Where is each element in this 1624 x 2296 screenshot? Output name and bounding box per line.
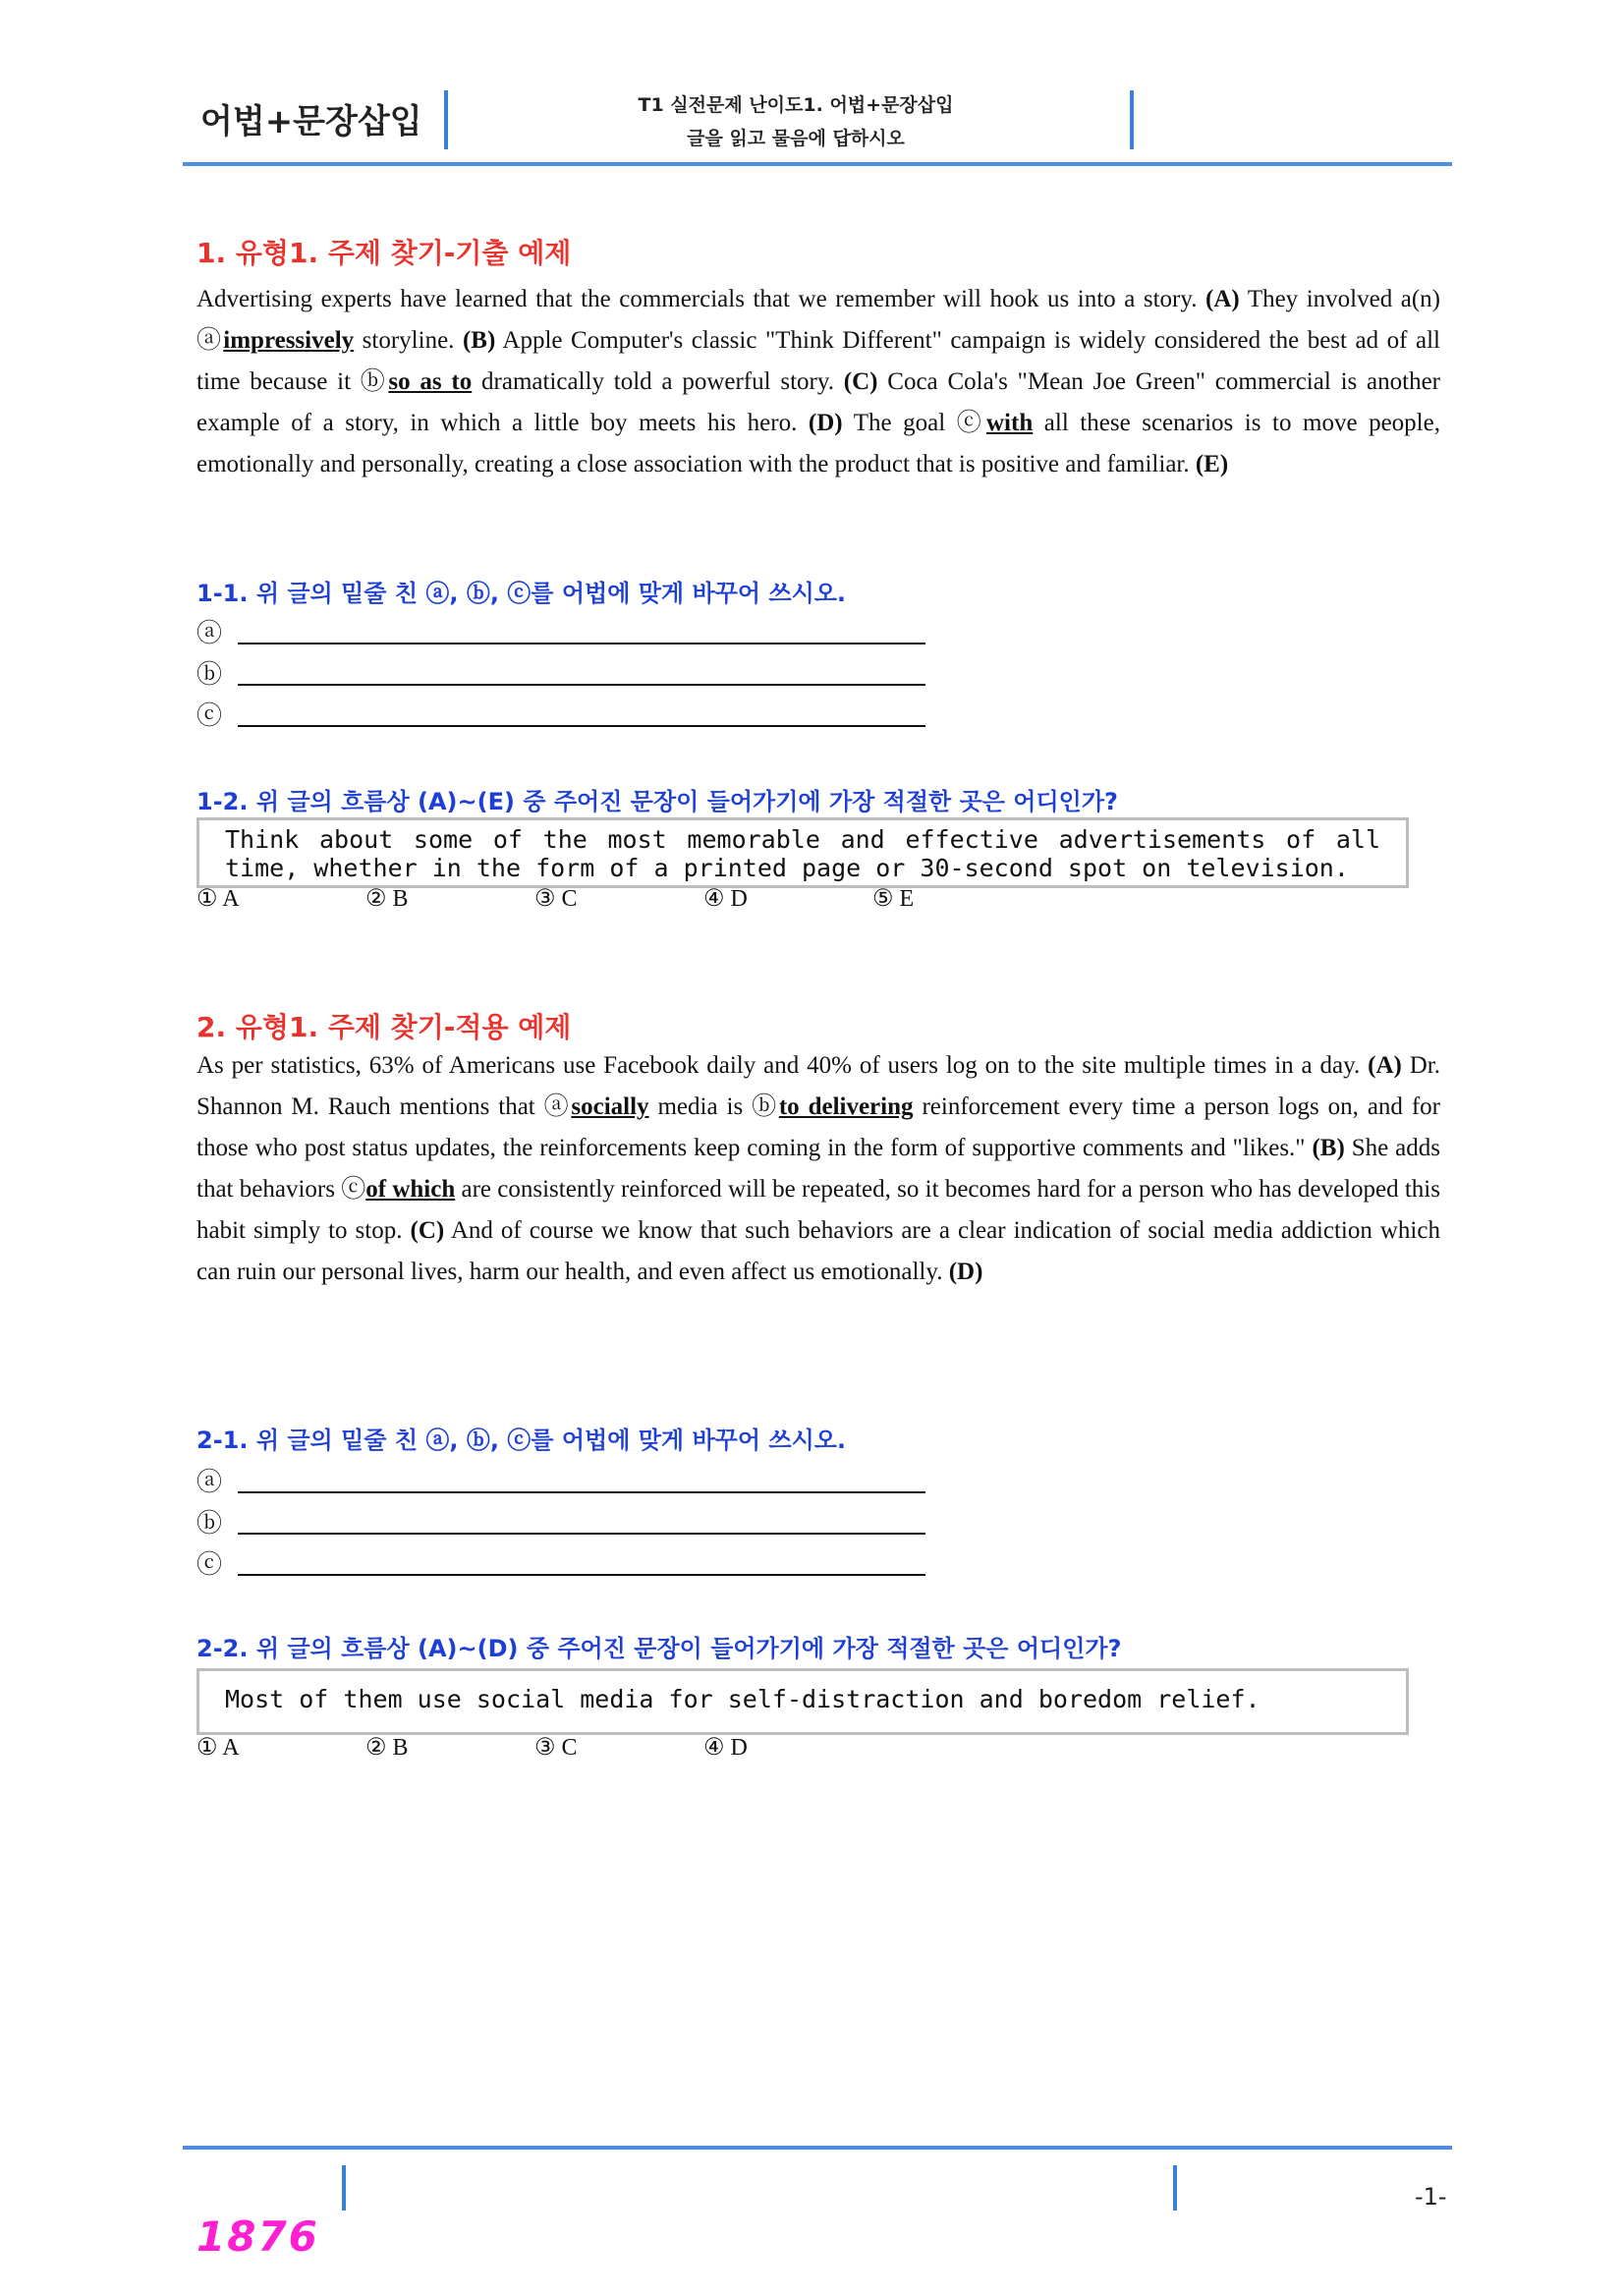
choice-4[interactable]: ④ D bbox=[703, 886, 748, 912]
passage-text: She adds that behaviors ⓒ bbox=[196, 1135, 1440, 1203]
blank-marker: (D) bbox=[948, 1259, 983, 1285]
choice-2[interactable]: ② B bbox=[365, 886, 409, 912]
choice-4[interactable]: ④ D bbox=[703, 1735, 748, 1761]
choice-1[interactable]: ① A bbox=[196, 1735, 240, 1761]
passage-text: Dr. Shannon M. Rauch mentions that ⓐ bbox=[196, 1052, 1440, 1120]
header-subtitle-line1: T1 실전문제 난이도1. 어법+문장삽입 bbox=[638, 94, 954, 116]
choice-3[interactable]: ③ C bbox=[534, 886, 578, 912]
header-divider-left bbox=[444, 90, 448, 149]
header-center bbox=[462, 88, 1130, 155]
underlined-phrase: with bbox=[986, 410, 1034, 436]
underlined-phrase: to delivering bbox=[778, 1093, 914, 1120]
section2-given-sentence-box bbox=[196, 1668, 1409, 1735]
passage-text: all these scenarios is to move people, emotionally and personally, creating a close association with the product that is positive and familiar. bbox=[196, 410, 1440, 477]
blank-marker: (A) bbox=[1205, 286, 1240, 312]
section2-title: 2. 유형1. 주제 찾기-적용 예제 bbox=[196, 1011, 572, 1043]
footer-divider-right bbox=[1173, 2165, 1177, 2211]
footer-rule bbox=[183, 2146, 1452, 2150]
passage-text: And of course we know that such behaviors are a clear indication of social media addiction which can ruin our personal lives, harm our health, and even affect us emotionally. bbox=[196, 1217, 1440, 1285]
answer-label: ⓒ bbox=[196, 701, 223, 731]
section1-question1: 1-1. 위 글의 밑줄 친 ⓐ, ⓑ, ⓒ를 어법에 맞게 바꾸어 쓰시오. bbox=[196, 580, 847, 607]
passage-text: Coca Cola's "Mean Joe Green" commercial is another example of a story, in which a little boy meets his hero. bbox=[196, 368, 1440, 436]
passage-text: Advertising experts have learned that the commercials that we remember will hook us into a story. bbox=[196, 286, 1206, 312]
section2-question1: 2-1. 위 글의 밑줄 친 ⓐ, ⓑ, ⓒ를 어법에 맞게 바꾸어 쓰시오. bbox=[196, 1427, 847, 1454]
passage-text: As per statistics, 63% of Americans use Facebook daily and 40% of users log on to the site multiple times in a day. bbox=[196, 1052, 1369, 1079]
answer-label: ⓐ bbox=[196, 619, 223, 648]
blank-marker: (B) bbox=[1312, 1135, 1345, 1161]
passage-text: They involved a(n) ⓐ bbox=[196, 286, 1440, 354]
answer-line bbox=[238, 1533, 925, 1535]
answer-label: ⓐ bbox=[196, 1468, 223, 1497]
choice-1[interactable]: ① A bbox=[196, 886, 240, 912]
answer-line bbox=[238, 1574, 925, 1576]
choice-2[interactable]: ② B bbox=[365, 1735, 409, 1761]
choice-3[interactable]: ③ C bbox=[534, 1735, 578, 1761]
passage-text: Apple Computer's classic "Think Different" campaign is widely considered the best ad of all time because it ⓑ bbox=[196, 327, 1440, 395]
header-rule bbox=[183, 162, 1452, 166]
header-title: 어법+문장삽입 bbox=[200, 102, 422, 141]
passage-text: The goal ⓒ bbox=[842, 410, 986, 436]
page-number: -1- bbox=[1415, 2183, 1447, 2211]
answer-label: ⓒ bbox=[196, 1550, 223, 1580]
passage-text: reinforcement every time a person logs on, and for those who post status updates, the reinforcements keep coming in the form of supportive comments and "likes." bbox=[196, 1093, 1441, 1161]
answer-line bbox=[238, 725, 925, 727]
answer-label: ⓑ bbox=[196, 1509, 223, 1539]
section1-given-sentence: Think about some of the most memorable and effective advertisements of all time, whether in the form of a printed page or 30-second spot on television. bbox=[225, 825, 1380, 882]
header-divider-right bbox=[1130, 90, 1134, 149]
answer-line bbox=[238, 1491, 925, 1493]
blank-marker: (C) bbox=[410, 1217, 445, 1244]
section1-passage bbox=[196, 279, 1440, 485]
underlined-phrase: of which bbox=[365, 1176, 456, 1203]
answer-label: ⓑ bbox=[196, 660, 223, 690]
blank-marker: (B) bbox=[462, 327, 496, 354]
section2-passage bbox=[196, 1045, 1440, 1293]
passage-text: storyline. bbox=[354, 327, 463, 354]
blank-marker: (C) bbox=[843, 368, 878, 395]
section2-given-sentence: Most of them use social media for self-distraction and boredom relief. bbox=[225, 1685, 1260, 1713]
blank-marker: (D) bbox=[808, 410, 843, 436]
section2-question2: 2-2. 위 글의 흐름상 (A)~(D) 중 주어진 문장이 들어가기에 가장 적절한 곳은 어디인가? bbox=[196, 1635, 1122, 1662]
passage-text: dramatically told a powerful story. bbox=[472, 368, 844, 395]
choice-5[interactable]: ⑤ E bbox=[872, 886, 915, 912]
blank-marker: (E) bbox=[1195, 451, 1229, 477]
section1-given-sentence-box bbox=[196, 817, 1409, 888]
header-subtitle-line2: 글을 읽고 물음에 답하시오 bbox=[687, 128, 905, 149]
blank-marker: (A) bbox=[1368, 1052, 1402, 1079]
passage-text: are consistently reinforced will be repeated, so it becomes hard for a person who has developed this habit simply to stop. bbox=[196, 1176, 1440, 1244]
answer-line bbox=[238, 684, 925, 686]
underlined-phrase: so as to bbox=[388, 368, 473, 395]
document-code: 1876 bbox=[196, 2212, 319, 2261]
underlined-phrase: impressively bbox=[223, 327, 355, 354]
passage-text: media is ⓑ bbox=[648, 1093, 779, 1120]
section1-question2: 1-2. 위 글의 흐름상 (A)~(E) 중 주어진 문장이 들어가기에 가장 적절한 곳은 어디인가? bbox=[196, 788, 1118, 815]
underlined-phrase: socially bbox=[571, 1093, 649, 1120]
answer-line bbox=[238, 643, 925, 644]
footer-divider-left bbox=[342, 2165, 346, 2211]
section1-title: 1. 유형1. 주제 찾기-기출 예제 bbox=[196, 237, 572, 269]
